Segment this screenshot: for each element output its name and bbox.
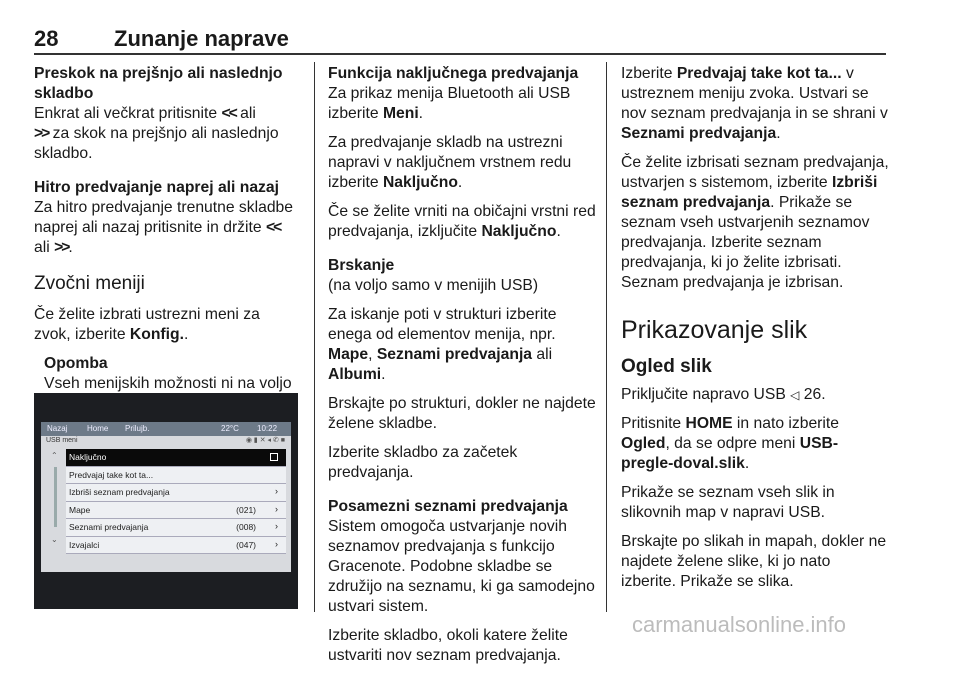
text: ali — [235, 105, 256, 122]
text: . — [418, 105, 424, 122]
menu-title: USB meni — [46, 437, 78, 444]
scroll-track — [54, 467, 57, 527]
watermark: carmanualsonline.info — [632, 612, 847, 637]
text: Za hitro predvajanje trenutne skladbe naprej ali nazaj pritisnite in držite — [34, 199, 294, 236]
text-bold: Predvajaj take kot ta... — [676, 65, 842, 82]
note-text: Vseh menijskih možnosti ni na voljo — [44, 375, 292, 392]
paragraph — [621, 414, 889, 474]
tab-home[interactable]: Home — [87, 424, 109, 433]
paragraph — [621, 153, 889, 293]
list-item-label: Izbriši seznam predvajanja — [69, 487, 170, 497]
text-bold: Seznami predvajanja — [621, 125, 777, 142]
header-divider — [34, 53, 886, 55]
paragraph — [328, 202, 598, 242]
list-item-label: Seznami predvajanja — [69, 522, 149, 532]
text: . — [68, 239, 73, 256]
text: in nato izberite — [732, 415, 839, 432]
text: ali — [532, 346, 553, 363]
checkbox-icon — [270, 453, 278, 461]
text: Priključite napravo USB — [621, 386, 791, 403]
column-divider-2 — [606, 62, 607, 612]
column-1 — [34, 64, 298, 423]
text: Enkrat ali večkrat pritisnite — [34, 105, 222, 122]
text-bold: Seznami predvajanja — [376, 346, 533, 363]
text: Za iskanje poti v strukturi izberite enega od elementov menija, npr. — [328, 306, 557, 343]
column-divider-1 — [314, 62, 315, 612]
list-item[interactable] — [66, 519, 286, 537]
text-bold: Naključno — [382, 174, 458, 191]
column-3 — [621, 64, 889, 601]
text: Izberite — [621, 65, 677, 82]
list-item[interactable] — [66, 502, 286, 520]
chapter-title: Zunanje naprave — [114, 26, 289, 51]
tab-prilujb[interactable]: Prilujb. — [125, 424, 150, 433]
list-item[interactable] — [66, 537, 286, 555]
page-reference-icon: ◁ — [790, 388, 800, 402]
text: Za prikaz menija Bluetooth ali USB izberite — [328, 85, 571, 122]
text-bold: Mape — [328, 346, 369, 363]
scroll-up-icon[interactable]: ⌃ — [51, 451, 58, 460]
text: Za predvajanje skladb na ustrezni napravi v naključnem vrstnem redu izberite — [328, 134, 572, 191]
heading-shuffle: Funkcija naključnega predvajanja — [328, 65, 579, 82]
next-icon: >> — [34, 125, 49, 142]
text: , da se odpre meni — [665, 435, 800, 452]
paragraph: (na voljo samo v menijih USB) — [328, 277, 539, 294]
text-bold: Ogled — [621, 435, 666, 452]
heading-playlists: Posamezni seznami predvajanja — [328, 498, 568, 515]
text-bold: Meni — [382, 105, 419, 122]
paragraph: Sistem omogoča ustvarjanje novih seznamov predvajanja s funkcijo Gracenote. Podobne skladbe se združijo na seznamu, ki ga samodejno ustvari sistem. — [328, 518, 595, 615]
section-audio-menus: Zvočni meniji — [34, 273, 145, 294]
list-item-label: Naključno — [69, 452, 107, 462]
chevron-right-icon: › — [275, 503, 278, 514]
list-item-label: Mape — [69, 504, 91, 515]
text: Pritisnite — [621, 415, 686, 432]
text: . Prikaže se seznam vseh ustvarjenih seznamov predvajanja. Izberite seznam predvajanja, ki jo želite izbrisati. Seznam predvajanja je izbrisan. — [621, 194, 870, 291]
list-item-count: (021) — [236, 504, 256, 515]
text: v ustreznem meniju zvoka. Ustvari se nov seznam predvajanja in se shrani v — [621, 65, 888, 122]
heading-fast-forward: Hitro predvajanje naprej ali nazaj — [34, 179, 279, 196]
paragraph — [328, 305, 598, 385]
text: . — [556, 223, 561, 240]
page-number: 28 — [34, 26, 59, 51]
text-bold: Naključno — [481, 223, 557, 240]
paragraph-skip — [34, 104, 298, 164]
text: Če se želite vrniti na običajni vrstni red predvajanja, izključite — [328, 203, 596, 240]
text: . — [183, 326, 189, 343]
scrollbar[interactable] — [48, 451, 62, 551]
text-bold: Konfig. — [129, 326, 184, 343]
text: . — [457, 174, 463, 191]
paragraph: Izberite skladbo, okoli katere želite ustvariti nov seznam predvajanja. — [328, 627, 568, 664]
list-item-count: (008) — [236, 522, 256, 532]
prev-icon: << — [265, 219, 281, 236]
paragraph: Brskajte po slikah in mapah, dokler ne najdete želene slike, ki jo nato izberite. Prikaže se slika. — [621, 533, 887, 590]
text: Če želite izbrisati seznam predvajanja, ustvarjen s sistemom, izberite — [621, 154, 889, 191]
list-item-count: (047) — [236, 539, 256, 550]
subsection-view-pictures: Ogled slik — [621, 356, 712, 377]
heading-browsing: Brskanje — [328, 257, 395, 274]
text-bold: USB-pregle-doval.slik — [621, 435, 839, 472]
paragraph: Brskajte po strukturi, dokler ne najdete želene skladbe. — [328, 395, 596, 432]
clock: 10:22 — [257, 424, 278, 433]
heading-skip-track: Preskok na prejšnjo ali naslednjo skladbo — [34, 65, 283, 102]
list-item-label: Izvajalci — [69, 539, 100, 550]
status-icons: ◉ ▮ ✕ ◂ ✆ ■ — [245, 437, 285, 444]
text: . — [381, 366, 386, 383]
list-item[interactable] — [66, 467, 286, 485]
paragraph — [328, 84, 598, 124]
screen-topbar — [41, 422, 291, 436]
chevron-right-icon: › — [275, 486, 278, 496]
text: Če želite izbrati ustrezni meni za zvok, izberite — [34, 306, 260, 343]
text: , — [368, 346, 377, 363]
paragraph-audio-menus — [34, 305, 298, 345]
section-pictures: Prikazovanje slik — [621, 316, 808, 344]
text-bold: Albumi — [328, 366, 382, 383]
list-item[interactable] — [66, 449, 286, 467]
temperature: 22°C — [221, 424, 239, 433]
tab-nazaj[interactable]: Nazaj — [47, 424, 68, 433]
paragraph-fast-forward — [34, 198, 298, 258]
column-2 — [328, 64, 598, 675]
paragraph: Prikaže se seznam vseh slik in slikovnih map v napravi USB. — [621, 484, 835, 521]
text: ali — [34, 239, 55, 256]
text: 26. — [799, 386, 826, 403]
scroll-down-icon[interactable]: ⌄ — [51, 535, 58, 544]
page-header — [34, 26, 886, 52]
list-item[interactable] — [66, 484, 286, 502]
paragraph: Izberite skladbo za začetek predvajanja. — [328, 444, 518, 481]
prev-icon: << — [221, 105, 236, 122]
note-title: Opomba — [44, 355, 108, 372]
menu-list — [66, 449, 286, 554]
paragraph — [621, 385, 889, 405]
infotainment-screenshot — [34, 393, 298, 609]
next-icon: >> — [54, 239, 69, 256]
text-bold: Izbriši seznam predvajanja — [621, 174, 878, 211]
text: . — [776, 125, 781, 142]
paragraph — [621, 64, 889, 144]
text: . — [744, 455, 750, 472]
text-bold: HOME — [685, 415, 733, 432]
screen-titlebar — [41, 436, 291, 447]
paragraph — [328, 133, 598, 193]
list-item-label: Predvajaj take kot ta... — [69, 469, 154, 480]
chevron-right-icon: › — [275, 521, 278, 531]
chevron-right-icon: › — [275, 538, 278, 549]
text: za skok na prejšnjo ali naslednjo skladbo. — [34, 125, 279, 162]
